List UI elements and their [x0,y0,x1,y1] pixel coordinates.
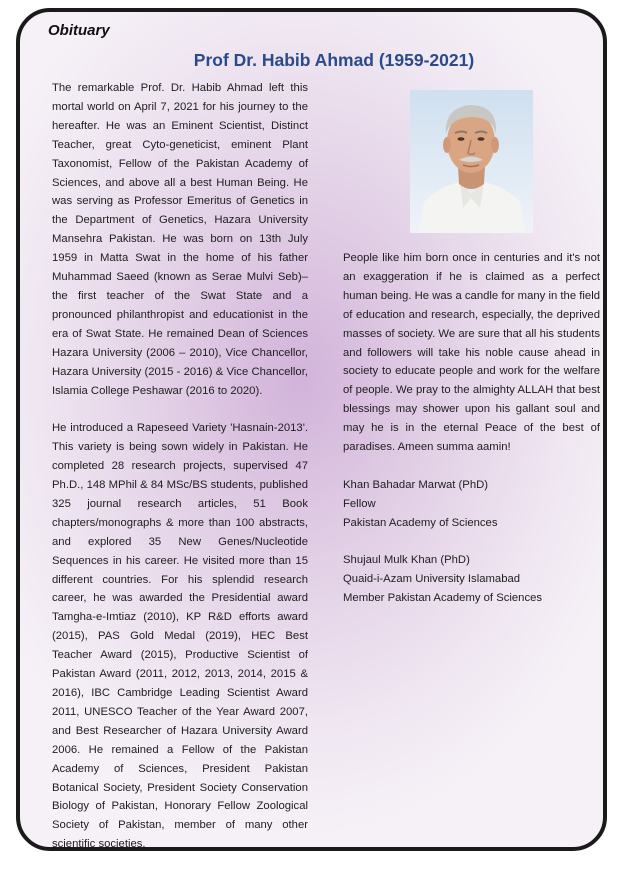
signatory-affiliation: Member Pakistan Academy of Sciences [343,592,543,605]
biography-paragraph: The remarkable Prof. Dr. Habib Ahmad left this mortal world on April 7, 2021 for his journey to the hereafter. He was an Eminent Scientist, Distinct Teacher, great Cyto-geneticist, eminent Plant Taxonomist, Fellow of the Pakistan Academy of Sciences, and above all a best Human Being. He was serving as Professor Emeritus of Genetics in the Department of Genetics, Hazara University Mansehra Pakistan. He was born on 13th July 1959 in Matta Swat in the home of his father Muhammad Saeed (known as Serae Mulvi Seb)– the first teacher of the Swat State and a pronounced philanthropist and educationist in the era of Swat State. He remained Dean of Sciences Hazara University (2006 – 2010), Vice Chancellor, Hazara University (2015 - 2016) & Vice Chancellor, Islamia College Peshawar (2016 to 2020). [52,82,308,397]
signature-block [343,551,600,608]
signatory-title: Quaid-i-Azam University Islamabad [343,573,521,586]
right-column [343,249,600,608]
section-label: Obituary [48,22,110,39]
tribute-paragraph: People like him born once in centuries and it's not an exaggeration if he is claimed as a perfect human being. He was a candle for many in the field of education and research, especially, the deprived masses of society. We are sure that all his students and followers will take his noble cause ahead in society to educate people and work for the welfare of people. We pray to the almighty ALLAH that best blessings may shower upon his gallant soul and may he is in the eternal Peace of the best of paradises. Ameen summa aamin! [343,252,600,454]
left-column [52,79,308,854]
obituary-title: Prof Dr. Habib Ahmad (1959-2021) [193,50,475,70]
portrait-photo [410,90,533,233]
achievements-paragraph: He introduced a Rapeseed Variety 'Hasnain-2013'. This variety is being sown widely in Pakistan. He completed 28 research projects, supervised 47 Ph.D., 148 MPhil & 84 MSc/BS students, published 325 journal research articles, 51 Book chapters/monographs & more than 100 abstracts, and explored 35 New Genes/Nucleotide Sequences in his career. He visited more than 15 different countries. For his splendid research career, he was awarded the Presidential award Tamgha-e-Imtiaz (2010), KP R&D efforts award (2015), PAS Gold Medal (2019), HEC Best Teacher Award (2015), Productive Scientist of Pakistan Award (2011, 2012, 2013, 2014, 2015 & 2016), IBC Cambridge Leading Scientist Award 2011, UNESCO Teacher of the Year Award 2007, and Best Researcher of Hazara University Award 2006. He remained a Fellow of the Pakistan Academy of Sciences, President Pakistan Botanical Society, President Society Conservation Biology of Pakistan, Honorary Fellow Zoological Society of Pakistan, member of many other scientific societies. [52,422,308,851]
signatory-name: Khan Bahadar Marwat (PhD) [343,478,489,491]
signatory-affiliation: Pakistan Academy of Sciences [343,516,498,529]
signatory-title: Fellow [343,497,376,510]
signature-block [343,476,600,533]
signatory-name: Shujaul Mulk Khan (PhD) [343,554,470,567]
